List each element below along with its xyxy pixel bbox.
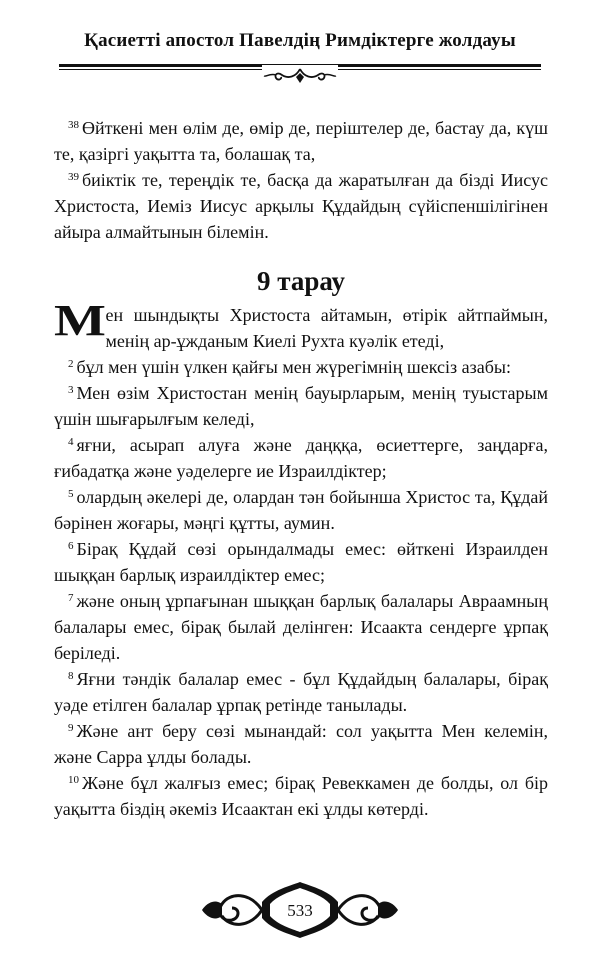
verse-number: 8 <box>68 670 74 682</box>
verse-1 <box>54 296 548 354</box>
verse-9 <box>54 718 548 770</box>
verse-6 <box>54 536 548 588</box>
verse-number: 10 <box>68 774 79 786</box>
verse-text: яғни, асырап алуға және даңққа, өсиеттерге, заңдарға, ғибадатқа және уәделерге ие Израилдіктер; <box>54 435 548 481</box>
verse-number: 3 <box>68 384 74 396</box>
verse-text: олардың әкелері де, олардан тән бойынша Христос та, Құдай бәрінен жоғары, мәңгі құтты, аумин. <box>54 487 548 533</box>
verse-text: Яғни тәндік балалар емес - бұл Құдайдың балалары, бірақ уәде етілген балалар ұрпақ ретінде танылады. <box>54 669 548 715</box>
verse-text: Және бұл жалғыз емес; бірақ Ревеккамен де болды, ол бір уақытта біздің әкеміз Исаактан екі ұлды көтерді. <box>54 773 548 819</box>
verse-4 <box>54 432 548 484</box>
verse-5 <box>54 484 548 536</box>
verse-8 <box>54 666 548 718</box>
verse-text: ен шындықты Христоста айтамын, өтірік айтпаймын, менің ар-ұжданым Киелі Рухта куәлік етеді, <box>105 305 548 351</box>
verse-number: 6 <box>68 540 74 552</box>
page-number: 533 <box>287 901 313 920</box>
verse-text: Және ант беру сөзі мынандай: сол уақытта Мен келемін, және Сарра ұлды болады. <box>54 721 548 767</box>
verse-number: 9 <box>68 722 74 734</box>
verse-number: 4 <box>68 436 74 448</box>
verse-38 <box>54 115 548 167</box>
verse-number: 39 <box>68 171 79 183</box>
verse-number: 7 <box>68 592 74 604</box>
verse-number: 38 <box>68 119 79 131</box>
verse-text: бұл мен үшін үлкен қайғы мен жүрегімнің шексіз азабы: <box>76 357 511 377</box>
header-ornament-icon <box>262 65 338 87</box>
chapter-title: 9 тарау <box>257 266 345 296</box>
verse-text: Өйткені мен өлім де, өмір де, періштелер де, бастау да, күш те, қазіргі уақытта та, болашақ та, <box>54 118 548 164</box>
verse-number: 2 <box>68 358 74 370</box>
verse-7 <box>54 588 548 666</box>
verse-text: Мен өзім Христостан менің бауырларым, менің туыстарым үшін шығарылғым келеді, <box>54 383 548 429</box>
verse-2 <box>54 354 548 380</box>
page-body <box>54 115 548 822</box>
verse-10 <box>54 770 548 822</box>
drop-cap: М <box>54 296 106 345</box>
verse-text: биіктік те, тереңдік те, басқа да жаратылған да бізді Иисус Христоста, Иеміз Иисус арқылы Құдайдың сүйіспеншілігінен айыра алмайтынын білемін. <box>54 170 548 242</box>
verse-text: Бірақ Құдай сөзі орындалмады емес: өйткені Израилден шыққан барлық израилдіктер емес; <box>54 539 548 585</box>
verse-text: және оның ұрпағынан шыққан барлық балалары Авраамның балалары емес, бірақ былай делінген: Исаакта сендерге ұрпақ беріледі. <box>54 591 548 663</box>
running-head: Қасиетті апостол Павелдің Римдіктерге жолдауы <box>84 30 516 51</box>
verse-number: 5 <box>68 488 74 500</box>
verse-3 <box>54 380 548 432</box>
verse-39 <box>54 167 548 245</box>
